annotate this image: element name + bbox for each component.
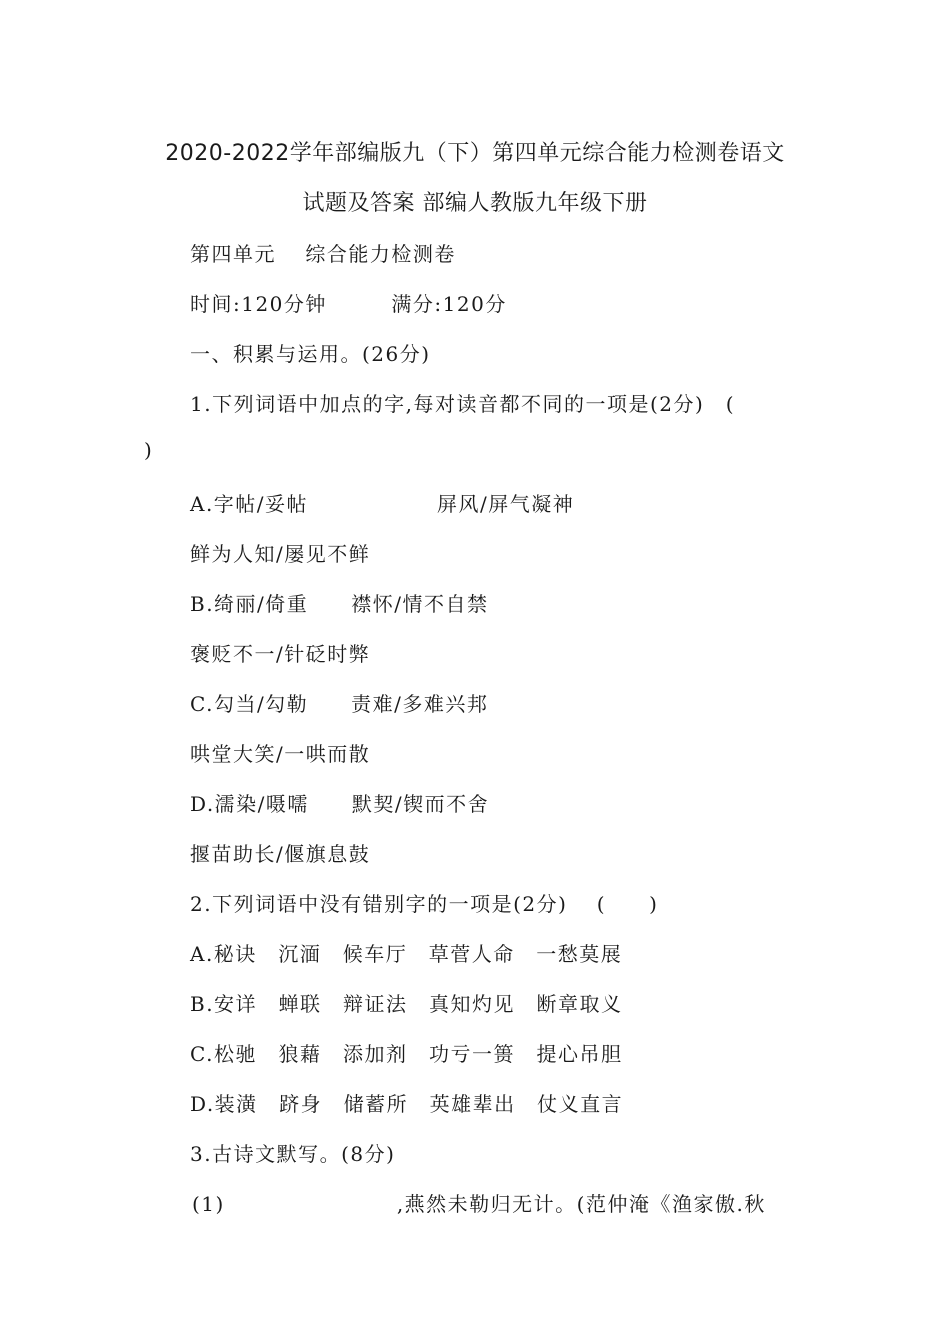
question-3-stem: 3.古诗文默写。(8分) — [190, 1142, 396, 1166]
unit-heading: 第四单元 综合能力检测卷 — [190, 242, 456, 266]
question-1-option-b-cont: 褒贬不一/针砭时弊 — [190, 642, 371, 666]
question-2-option-d: D.装潢 跻身 储蓄所 英雄辈出 仗义直言 — [190, 1092, 624, 1116]
question-2-stem: 2.下列词语中没有错别字的一项是(2分) ( ) — [190, 892, 659, 916]
question-1-option-c-cont: 哄堂大笑/一哄而散 — [190, 742, 371, 766]
question-1-option-a-cont: 鲜为人知/屡见不鲜 — [190, 542, 371, 566]
question-1-stem: 1.下列词语中加点的字,每对读音都不同的一项是(2分) ( — [190, 392, 736, 416]
section-heading: 一、积累与运用。(26分) — [190, 342, 431, 366]
question-2-option-a: A.秘诀 沉湎 候车厅 草菅人命 一愁莫展 — [190, 942, 623, 966]
question-1-option-c: C.勾当/勾勒 责难/多难兴邦 — [190, 692, 489, 716]
question-2-option-b: B.安详 蝉联 辩证法 真知灼见 断章取义 — [190, 992, 623, 1016]
question-1-option-b: B.绮丽/倚重 襟怀/情不自禁 — [190, 592, 489, 616]
time-info: 时间:120分钟 满分:120分 — [190, 292, 507, 316]
question-3-item-1: (1) ,燕然未勒归无计。(范仲淹《渔家傲.秋 — [192, 1192, 766, 1216]
document-title-line-2: 试题及答案 部编人教版九年级下册 — [302, 191, 648, 216]
question-1-option-a: A.字帖/妥帖 屏风/屏气凝神 — [190, 492, 575, 516]
question-1-stem-close: ) — [144, 438, 154, 462]
document-title-line-1: 2020-2022学年部编版九（下）第四单元综合能力检测卷语文 — [165, 141, 785, 166]
question-2-option-c: C.松驰 狼藉 添加剂 功亏一篑 提心吊胆 — [190, 1042, 623, 1066]
question-1-option-d: D.濡染/嗫嚅 默契/锲而不舍 — [190, 792, 490, 816]
question-1-option-d-cont: 揠苗助长/偃旗息鼓 — [190, 842, 371, 866]
